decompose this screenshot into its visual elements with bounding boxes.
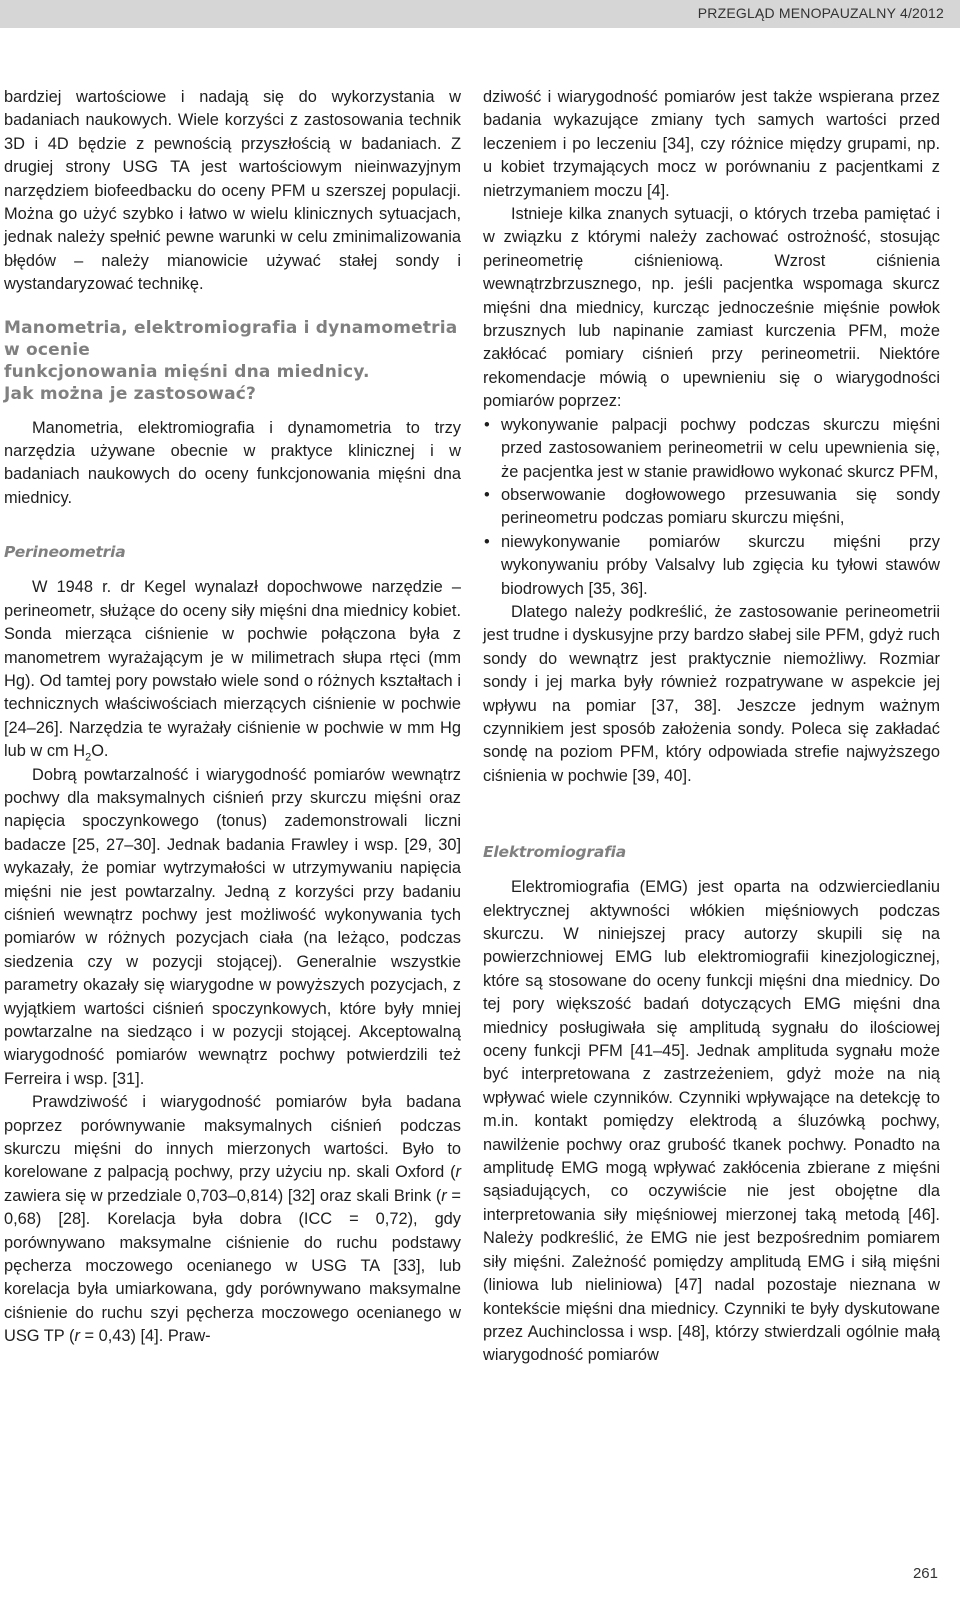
p3-text-c: = 0,68) [28]. Korelacja była dobra (ICC = 0,72), gdy porównywano maksymalne ciśnienie do ruchu podstawy pęcherza moczowego ocenianego w USG TA [33], lub korelacja była umiarkowana, gdy porównywano maksymalne ciśnienie do ruchu szyi pęcherza moczowego ocenianego w USG TP ( bbox=[4, 1186, 461, 1346]
list-item-text: wykonywanie palpacji pochwy podczas skurczu mięśni przed zastosowaniem perineometrii w celu upewnienia się, że pacjentka jest w stanie prawidłowo wykonać skurcz PFM, bbox=[501, 415, 940, 481]
list-item-text: obserwowanie dogłowowego przesuwania się sondy perineometru podczas pomiaru skurczu mięśni, bbox=[501, 485, 940, 528]
bullet-icon: • bbox=[484, 415, 490, 434]
p3-var-r-3: r bbox=[74, 1327, 80, 1346]
subheading-elektromiografia: Elektromiografia bbox=[483, 843, 627, 862]
p3-text-a: Prawdziwość i wiarygodność pomiarów była badana poprzez porównywanie maksymalnych ciśnień podczas skurczu mięśni do innych mierzonych wartości. Było to korelowane z palpacją pochwy, przy użyciu np. skali Oxford ( bbox=[4, 1093, 461, 1182]
p1-text: W 1948 r. dr Kegel wynalazł dopochwowe narzędzie – perineometr, służące do oceny siły mięśni dna miednicy kobiet. Sonda mierząca ciśnienie w pochwie połączona była z manometrem wyrażającym je w milimetrach słupa rtęci (mm Hg). Od tamtej pory powstało wiele sond o różnych kształtach i technicznych właściwościach mierzących ciśnienie w pochwie [24–26]. Narzędzia te wyrażały ciśnienie w pochwie w mm Hg lub w cm H bbox=[4, 578, 461, 761]
section-heading-line-2: funkcjonowania mięśni dna miednicy. bbox=[4, 361, 370, 382]
section-heading bbox=[4, 317, 461, 405]
recommendation-list bbox=[483, 414, 940, 601]
journal-title: PRZEGLĄD MENOPAUZALNY 4/2012 bbox=[697, 5, 944, 21]
p3-var-r-1: r bbox=[455, 1163, 461, 1182]
perineometria-paragraph-1 bbox=[4, 576, 461, 763]
bullet-icon: • bbox=[484, 485, 490, 504]
page-number: 261 bbox=[912, 1565, 938, 1582]
list-item-text: niewykonywanie pomiarów skurczu mięśni przy wykonywaniu próby Valsalvy lub zgięcia ku tyłowi stawów biodrowych [35, 36]. bbox=[501, 532, 940, 598]
perineometria-paragraph-2: Dobrą powtarzalność i wiarygodność pomiarów wewnątrz pochwy dla maksymalnych ciśnień przy skurczu mięśni oraz napięcia spoczynkowego (tonus) zademonstrowali liczni badacze [25, 27–30]. Jednak badania Frawley i wsp. [29, 30] wykazały, że pomiar wytrzymałości w utrzymywaniu napięcia mięśni nie jest powtarzalny. Jedną z korzyści przy badaniu ciśnień wewnątrz pochwy jest możliwość wykonywania tych pomiarów w różnych pozycjach ciała (na leżąco, podczas siedzenia czy w pozycji stojącej). Generalnie wszystkie parametry okazały się wiarygodne w powyższych pozycjach, z wyjątkiem wartości ciśnień spoczynkowych, które były mniej powtarzalne na siedząco i w pozycji stojącej. Akceptowalną wiarygodność pomiarów wewnątrz pochwy potwierdzili też Ferreira i wsp. [31]. bbox=[4, 765, 461, 1088]
right-column bbox=[483, 86, 940, 1368]
left-column bbox=[4, 86, 461, 1349]
elektromiografia-paragraph: Elektromiografia (EMG) jest oparta na odzwierciedlaniu elektrycznej aktywności włókien mięśniowych podczas skurczu. W niniejszej pracy autorzy skupili się na powierzchniowej EMG lub elektromiografii kinezjologicznej, które są stosowane do oceny funkcji mięśni dna miednicy. Do tej pory większość badań dotyczących EMG mięśni dna miednicy posługiwała się amplitudą sygnału do ilościowej oceny funkcji PFM [41–45]. Jednak amplituda sygnału może być interpretowana z zastrzeżeniem, gdyż może na nią wpływać wiele czynników. Czynniki wpływające na detekcję to m.in. kontakt pomiędzy elektrodą a śluzówką pochwy, nawilżenie pochwy oraz grubość tkanek pochwy. Ponadto na amplitudę EMG mogą wpływać zakłócenia zbierane z mięśni sąsiadujących, co oczywiście nie jest obojętne dla interpretowania siły mięśniowej mierzonej taką metodą [46]. Należy podkreślić, że EMG nie jest bezpośrednim pomiarem siły mięśni. Zależność pomiędzy amplitudą EMG i siłą mięśni (liniowa lub nieliniowa) [47] nadal pozostaje nieznana w kontekście mięśni dna miednicy. Czynniki te były dyskutowane przez Auchinclossa i wsp. [48], którzy stwierdzali ogólnie małą wiarygodność pomiarów bbox=[483, 878, 940, 1365]
right-paragraph-2: Istnieje kilka znanych sytuacji, o których trzeba pamiętać i w związku z którymi należy zachować ostrożność, stosując perineometrię ciśnieniową. Wzrost ciśnienia wewnątrzbrzusznego, np. jeśli pacjentka wspomaga skurcz mięśni dna miednicy, kurcząc jednocześnie mięśnie powłok brzusznych lub napinanie zamiast kurczenia PFM, może zakłócać pomiary ciśnień przy perineometrii. Niektóre rekomendacje mówią o upewnieniu się o wiarygodności pomiarów poprzez: bbox=[483, 205, 940, 411]
intro-paragraph: bardziej wartościowe i nadają się do wykorzystania w badaniach naukowych. Wiele korzyści z zastosowania technik 3D i 4D będzie z pewnością przyszłością w badaniach. Z drugiej strony USG TA jest wartościowym nieinwazyjnym narzędziem biofeedbacku do oceny PFM u szerszej populacji. Można go użyć szybko i łatwo w wielu klinicznych sytuacjach, jednak należy spełnić pewne warunki w celu zminimalizowania błędów – należy mianowicie używać stałej sondy i wystandaryzować technikę. bbox=[4, 88, 461, 294]
p3-text-b: zawiera się w przedziale 0,703–0,814) [32] oraz skali Brink ( bbox=[4, 1186, 442, 1205]
section-heading-line-1: Manometria, elektromiografia i dynamometria w ocenie bbox=[4, 317, 458, 360]
right-paragraph-3: Dlatego należy podkreślić, że zastosowanie perineometrii jest trudne i dyskusyjne przy bardzo słabej sile PFM, gdyż ruch sondy do wewnątrz jest praktycznie niemożliwy. Rozmiar sondy i jej marka były również rozpatrywane w aspekcie jej wpływu na pomiar [37, 38]. Jeszcze jednym ważnym czynnikiem jest sposób założenia sondy. Poleca się zakładać sondę na poziom PFM, który odpowiada strefie najwyższego ciśnienia w pochwie [39, 40]. bbox=[483, 602, 940, 785]
p3-text-d: = 0,43) [4]. Praw- bbox=[79, 1327, 211, 1346]
list-item bbox=[483, 414, 940, 484]
bullet-icon: • bbox=[484, 532, 490, 551]
section-heading-line-3: Jak można je zastosować? bbox=[4, 383, 257, 404]
p3-var-r-2: r bbox=[441, 1186, 447, 1205]
perineometria-paragraph-3 bbox=[4, 1091, 461, 1348]
header-bar bbox=[0, 0, 960, 28]
list-item bbox=[483, 484, 940, 531]
list-item bbox=[483, 531, 940, 601]
section-intro-paragraph: Manometria, elektromiografia i dynamometria to trzy narzędzia używane obecnie w praktyce klinicznej i w badaniach naukowych do oceny funkcjonowania mięśni dna miednicy. bbox=[4, 418, 461, 507]
p1-text-end: O. bbox=[91, 742, 109, 761]
p1-subscript: 2 bbox=[85, 751, 92, 764]
subheading-perineometria: Perineometria bbox=[4, 543, 126, 562]
right-paragraph-1: dziwość i wiarygodność pomiarów jest także wspierana przez badania wykazujące zmiany tych samych wartości przed leczeniem i po leczeniu [34], czy różnice między grupami, np. u kobiet trzymających mocz w porównaniu z pacjentkami z nietrzymaniem moczu [4]. bbox=[483, 88, 940, 200]
